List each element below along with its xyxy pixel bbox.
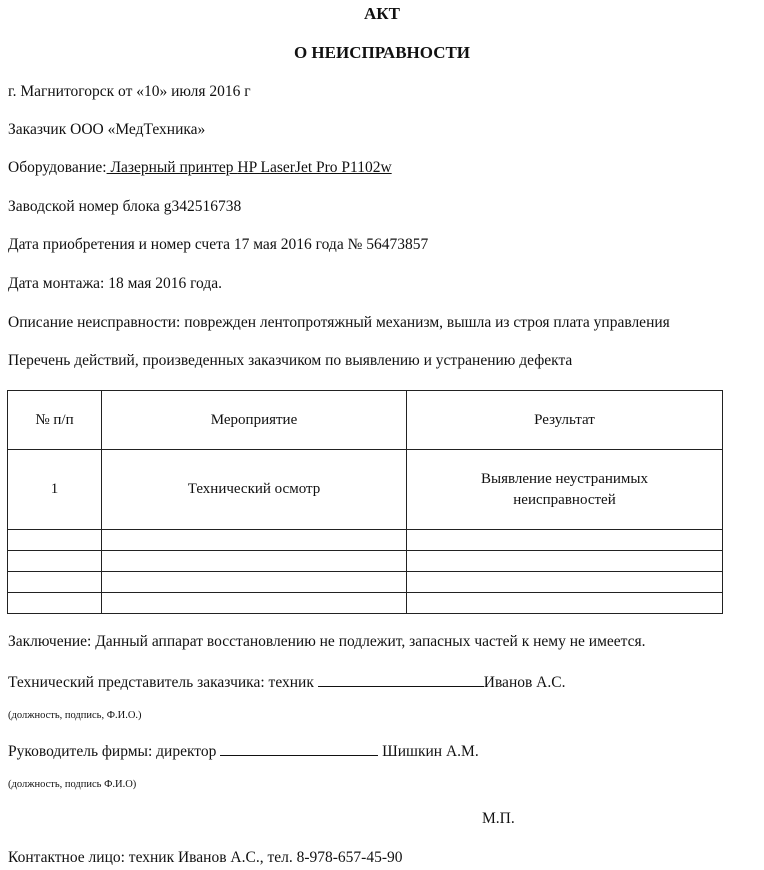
tech-signature-blank: [318, 672, 484, 687]
row-number: 1: [8, 450, 102, 530]
director-signature-hint: (должность, подпись Ф.И.О): [8, 779, 137, 790]
stamp-place: М.П.: [482, 810, 515, 827]
row-result-line-2: неисправностей: [513, 491, 616, 508]
tech-signature-line: [8, 672, 565, 692]
table-row: [8, 551, 723, 572]
equipment-line: [8, 159, 392, 177]
purchase-line: Дата приобретения и номер счета 17 мая 2016 года № 56473857: [8, 236, 429, 253]
act-subtitle: О НЕИСПРАВНОСТИ: [293, 43, 471, 62]
col-header-activity: Мероприятие: [102, 391, 407, 450]
fault-description: Описание неисправности: поврежден лентопротяжный механизм, вышла из строя плата управления: [8, 314, 670, 331]
table-row: [8, 450, 723, 530]
actions-heading: Перечень действий, произведенных заказчиком по выявлению и устранению дефекта: [8, 352, 573, 369]
customer-line: Заказчик ООО «МедТехника»: [8, 121, 206, 138]
director-signature-blank: [220, 741, 378, 756]
col-header-number: № п/п: [8, 391, 102, 450]
city-date-line: г. Магнитогорск от «10» июля 2016 г: [8, 83, 251, 100]
row-result: [407, 450, 723, 530]
tech-signature-hint: (должность, подпись, Ф.И.О.): [8, 710, 142, 721]
equipment-type: Лазерный принтер: [106, 159, 238, 176]
table-header-row: [8, 391, 723, 450]
serial-line: Заводской номер блока g342516738: [8, 198, 242, 215]
table-row: [8, 530, 723, 551]
equipment-label: Оборудование:: [8, 159, 107, 176]
director-signature-label: Руководитель фирмы: директор: [8, 743, 221, 760]
col-header-result: Результат: [407, 391, 723, 450]
conclusion-line: Заключение: Данный аппарат восстановлению не подлежит, запасных частей к нему не имеется.: [8, 633, 646, 650]
table-row: [8, 572, 723, 593]
contact-line: Контактное лицо: техник Иванов А.С., тел. 8-978-657-45-90: [8, 849, 403, 866]
director-signature-line: [8, 741, 479, 761]
row-result-line-1: Выявление неустранимых: [481, 470, 648, 487]
row-activity: Технический осмотр: [102, 450, 407, 530]
act-title: АКТ: [364, 4, 400, 23]
defects-table: [7, 390, 723, 614]
tech-signature-label: Технический представитель заказчика: техник: [8, 674, 318, 691]
install-line: Дата монтажа: 18 мая 2016 года.: [8, 275, 222, 292]
table-row: [8, 593, 723, 614]
equipment-model: HP LaserJet Pro P1102w: [237, 159, 392, 176]
director-signature-name: Шишкин А.М.: [378, 743, 479, 760]
tech-signature-name: Иванов А.С.: [483, 674, 566, 691]
